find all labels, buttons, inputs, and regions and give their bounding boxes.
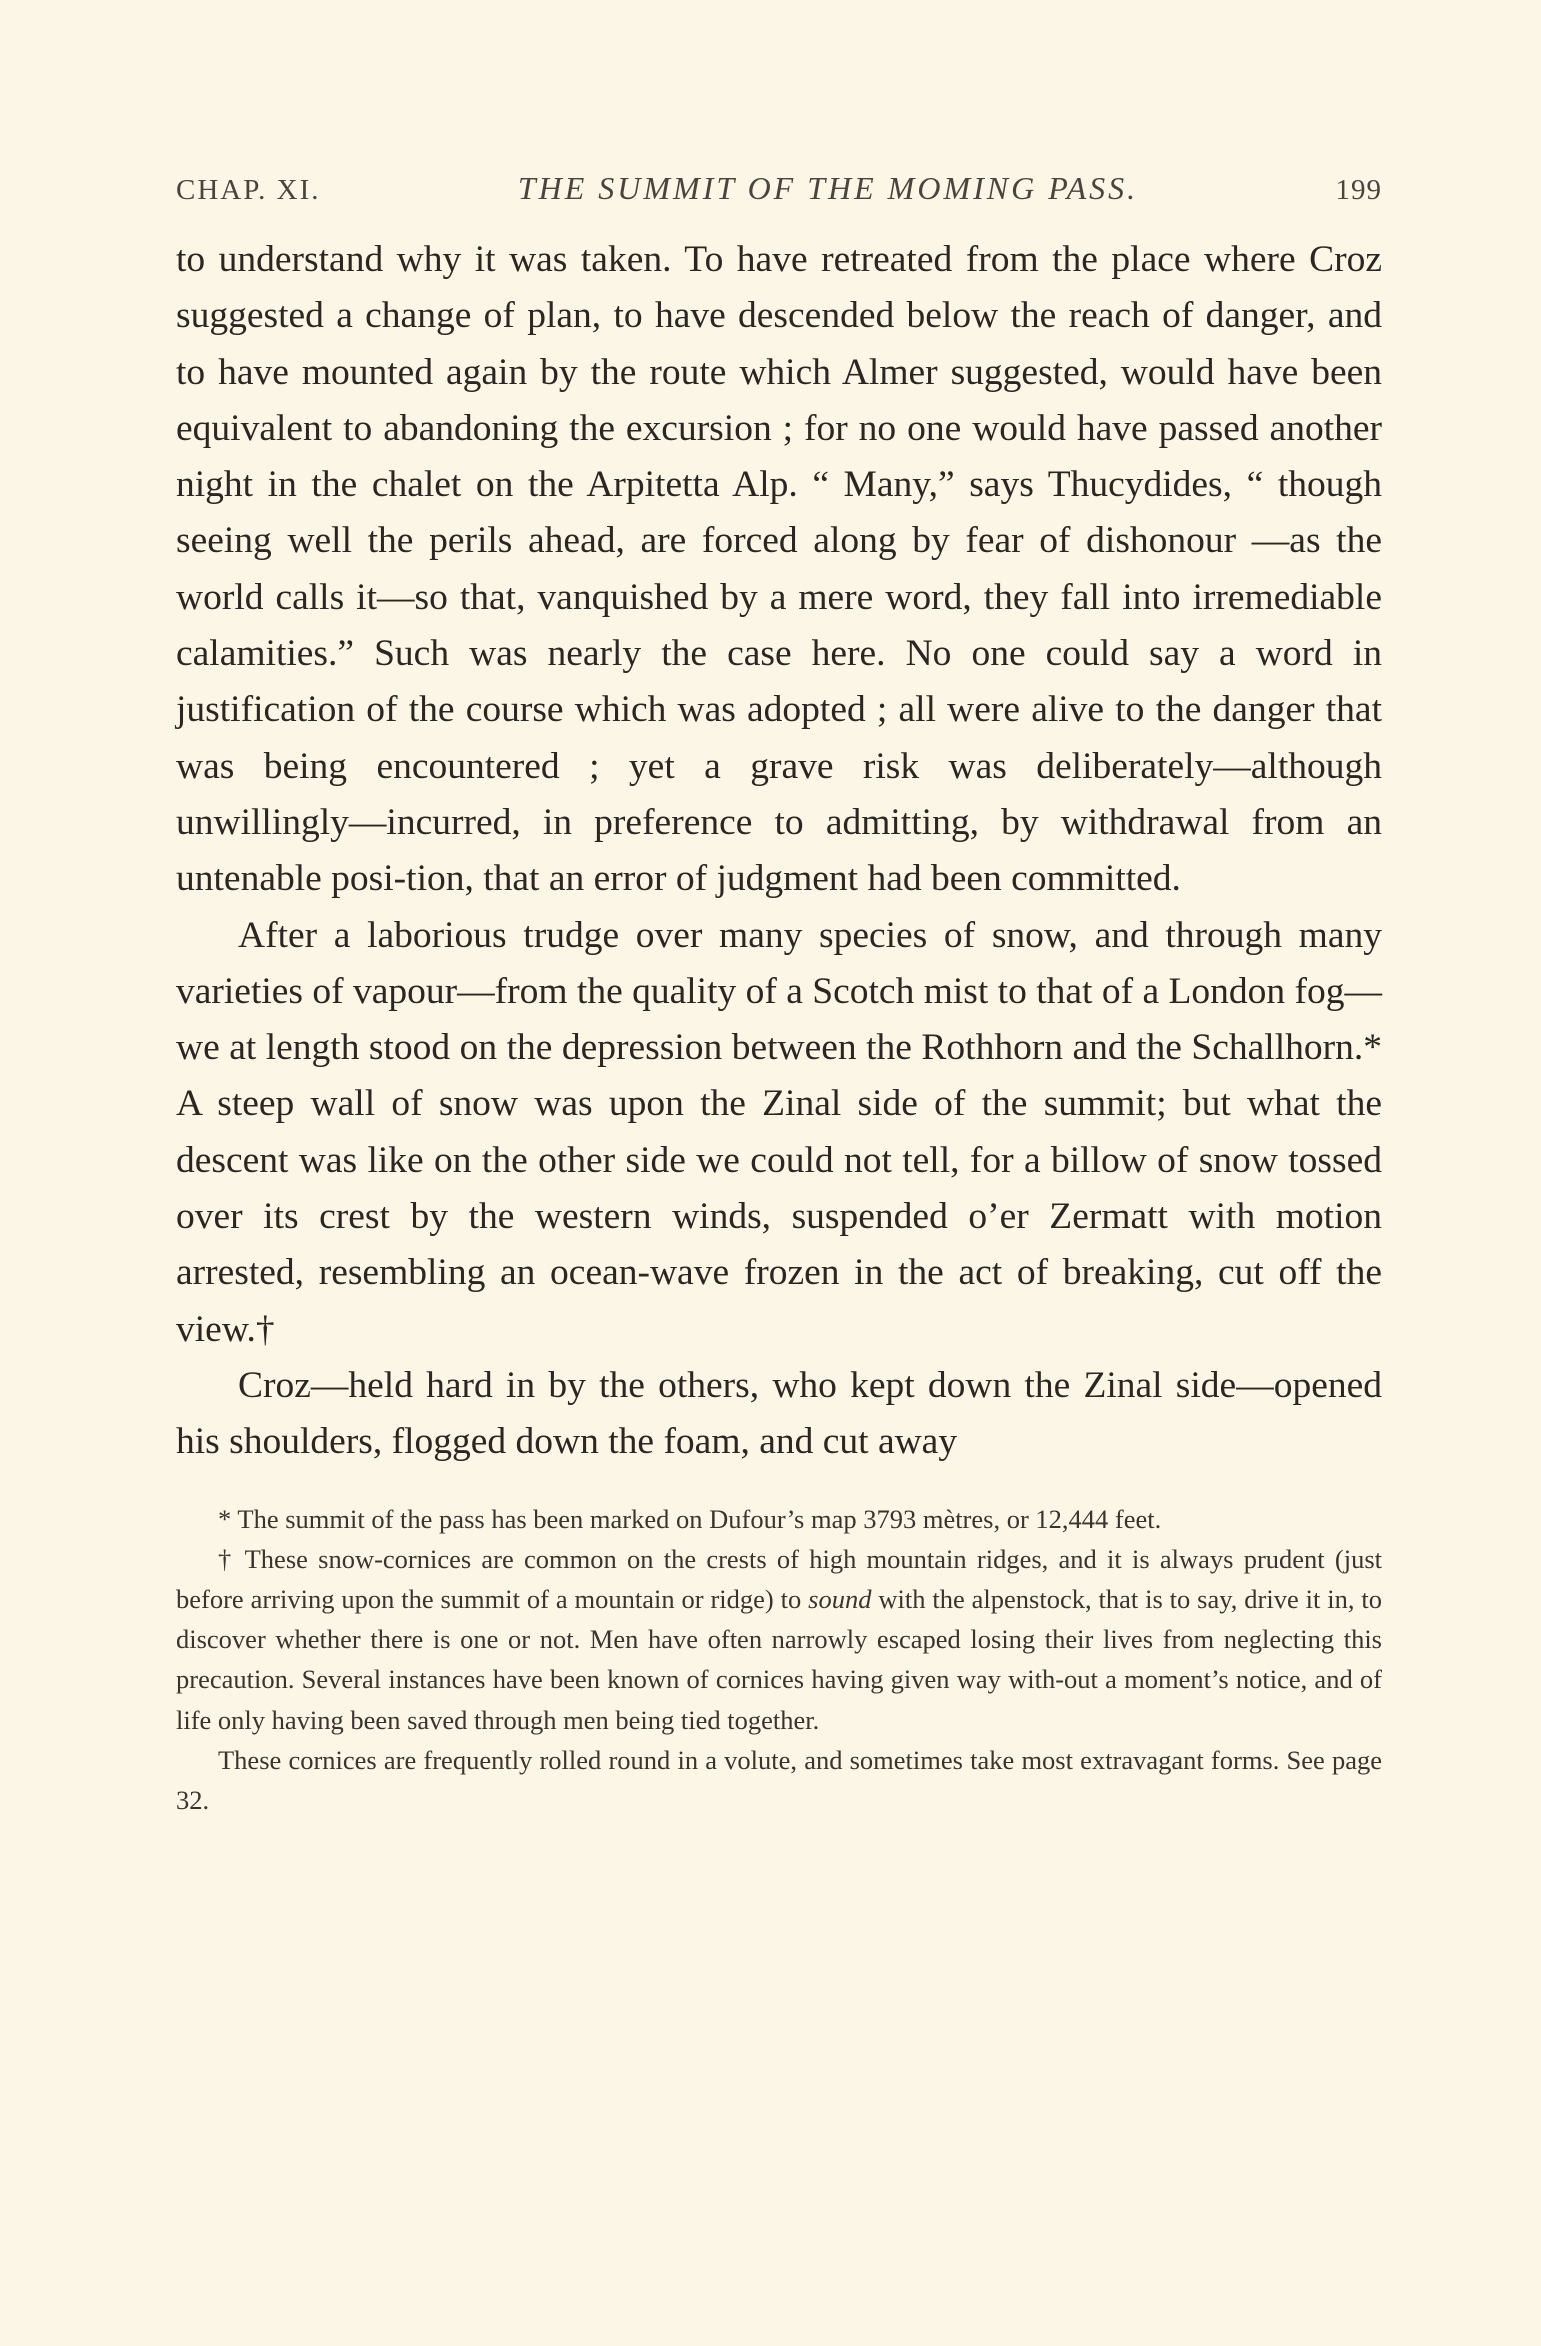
footnote-2-text-a: † These snow-cornices are common on the crests of high mountain ridges, and it is always prudent (just before arriving upon the summit of a mountain or ridge) to: [176, 1543, 1382, 1614]
page-number: 199: [1335, 174, 1382, 206]
footnote-2-text-b: with the alpenstock, that is to say, drive it in, to discover whether there is one or not. Men have often narrowly escaped losing their lives from neglecting this precaution. Several instances have been known of cornices having given way with-out a moment’s notice, and of life only having been saved through men being tied together.: [176, 1583, 1382, 1735]
body-text: [176, 232, 1382, 1471]
paragraph-3: Croz—held hard in by the others, who kept down the Zinal side—opened his shoulders, flogged down the foam, and cut away: [176, 1364, 1382, 1463]
footnote-3: These cornices are frequently rolled round in a volute, and sometimes take most extravagant forms. See page 32.: [176, 1744, 1382, 1815]
paragraph-1: to understand why it was taken. To have retreated from the place where Croz suggested a change of plan, to have descended below the reach of danger, and to have mounted again by the route which Almer suggested, would have been equivalent to abandoning the excursion ; for no one would have passed another night in the chalet on the Arpitetta Alp. “ Many,” says Thucydides, “ though seeing well the perils ahead, are forced along by fear of dishonour —as the world calls it—so that, vanquished by a mere word, they fall into irremediable calamities.” Such was nearly the case here. No one could say a word in justification of the course which was adopted ; all were alive to the danger that was being encountered ; yet a grave risk was deliberately—although unwillingly—incurred, in preference to admitting, by withdrawal from an untenable posi-tion, that an error of judgment had been committed.: [176, 239, 1382, 900]
footnotes: [176, 1499, 1382, 1821]
book-page: [176, 170, 1382, 1820]
chapter-label: CHAP. XI.: [176, 174, 321, 206]
footnote-2: [176, 1539, 1382, 1740]
footnote-2-emphasis: sound: [808, 1583, 872, 1614]
paragraph-2: After a laborious trudge over many species of snow, and through many varieties of vapour—from the quality of a Scotch mist to that of a London fog—we at length stood on the depression between the Rothhorn and the Schallhorn.* A steep wall of snow was upon the Zinal side of the summit; but what the descent was like on the other side we could not tell, for a billow of snow tossed over its crest by the western winds, suspended o’er Zermatt with motion arrested, resembling an ocean-wave frozen in the act of breaking, cut off the view.†: [176, 914, 1382, 1350]
footnote-1: * The summit of the pass has been marked on Dufour’s map 3793 mètres, or 12,444 feet.: [218, 1503, 1162, 1534]
running-head: [176, 170, 1382, 230]
chapter-title: THE SUMMIT OF THE MOMING PASS.: [517, 170, 1139, 206]
